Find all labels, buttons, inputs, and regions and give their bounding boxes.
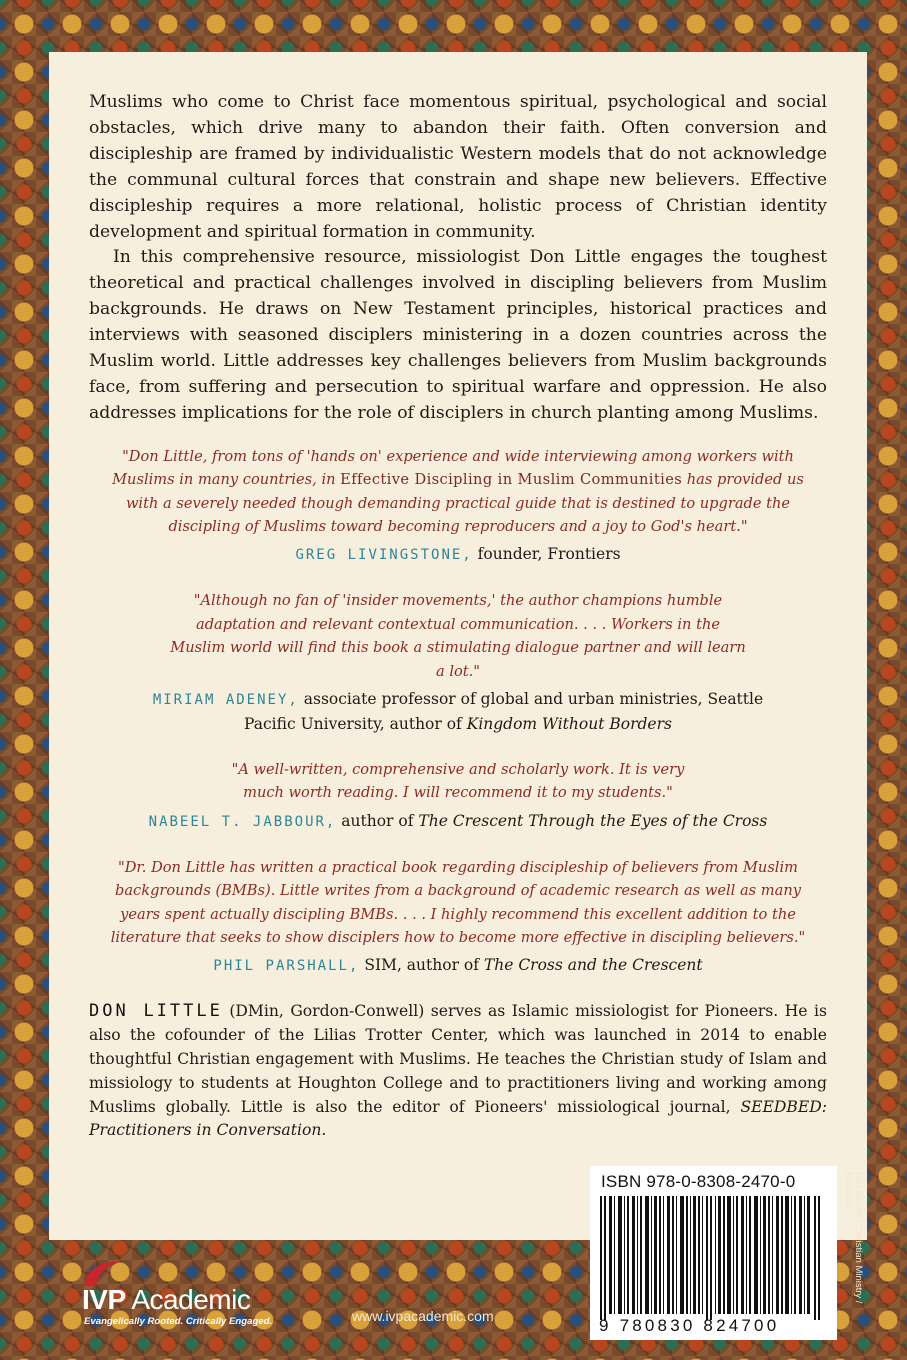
isbn-number: ISBN 978-0-8308-2470-0 — [601, 1172, 796, 1191]
endorser-name: PHIL PARSHALL, — [213, 958, 360, 975]
endorsement-attribution: NABEEL T. JABBOUR, author of The Crescent Through the Eyes of the Cross — [148, 811, 768, 830]
endorsements — [89, 445, 827, 979]
publisher-tagline: Evangelically Rooted. Critically Engaged. — [84, 1316, 273, 1327]
bisac-category: RELIGION / Christian Ministry / Missions — [843, 1172, 864, 1304]
description-paragraph-1: Muslims who come to Christ face momentous spiritual, psychological and social obstacles, which drive many to abandon their faith. Often conversion and discipleship are framed by individualistic Western models that do not acknowledge the communal cultural forces that constrain and shape new believers. Effective discipleship requires a more relational, holistic process of Christian identity development and spiritual formation in community. — [89, 92, 827, 242]
endorsement-attribution: GREG LIVINGSTONE, founder, Frontiers — [295, 545, 621, 564]
isbn-barcode — [590, 1166, 837, 1340]
endorsement-quote: "Don Little, from tons of 'hands on' experience and wide interviewing among workers with Muslims in many countries, in Effective Discipling in Muslim Communities has provided us with a severely needed though demanding practical guide that is destined to upgrade the discipling of Muslims toward becoming reproducers and a joy to God's heart." — [112, 447, 804, 535]
journal-title: SEEDBED: Practitioners in Conversation — [89, 1097, 827, 1140]
endorser-name: GREG LIVINGSTONE, — [295, 547, 473, 564]
endorsement-quote: "Although no fan of 'insider movements,' the author champions humble adaptation and relevant contextual communication. . . . Workers in the Muslim world will find this book a stimulating dialogue partner and will learn a lot." — [170, 592, 746, 680]
endorser-name: MIRIAM ADENEY, — [152, 692, 299, 709]
endorsement-attribution: MIRIAM ADENEY, associate professor of global and urban ministries, Seattle Pacific University, author of Kingdom Without Borders — [152, 690, 764, 734]
publisher-website[interactable]: www.ivpacademic.com — [352, 1308, 494, 1324]
endorsement-attribution: PHIL PARSHALL, SIM, author of The Cross and the Crescent — [213, 956, 703, 975]
text-panel — [49, 52, 867, 1240]
endorser-name: NABEEL T. JABBOUR, — [148, 813, 337, 830]
barcode-icon — [590, 1166, 837, 1340]
author-name: DON LITTLE — [89, 1001, 223, 1022]
endorsement-quote: "A well-written, comprehensive and scholarly work. It is very much worth reading. I will recommend it to my students." — [231, 761, 685, 802]
quoted-book-title: Effective Discipling in Muslim Communities — [340, 471, 683, 489]
description-paragraph-2: In this comprehensive resource, missiologist Don Little engages the toughest theoretical and practical challenges involved in discipling believers from Muslim backgrounds. He draws on New Testament principles, historical practices and interviews with seasoned disciplers ministering in a dozen countries across the Muslim world. Little addresses key challenges believers from Muslim backgrounds face, from suffering and persecution to spiritual warfare and oppression. He also addresses implications for the role of disciplers in church planting among Muslims. — [89, 247, 827, 423]
endorsement-quote: "Dr. Don Little has written a practical book regarding discipleship of believers from Muslim backgrounds (BMBs). Little writes from a background of academic research as well as many years spent actually discipling BMBs. . . . I highly recommend this excellent addition to the literature that seeks to show disciplers how to become more effective in discipling believers." — [110, 858, 806, 947]
book-description — [89, 90, 827, 427]
barcode-digits: 9 780830 824700 — [599, 1316, 780, 1335]
publisher-name: IVP Academic — [82, 1284, 251, 1315]
author-bio: DON LITTLE (DMin, Gordon-Conwell) serves as Islamic missiologist for Pioneers. He is also the cofounder of the Lilias Trotter Center, which was launched in 2014 to enable thoughtful Christian engagement with Muslims. He teaches the Christian study of Islam and missiology to students at Houghton College and to practitioners living and working among Muslims globally. Little is also the editor of Pioneers' missiological journal, SEEDBED: Practitioners in Conversation. — [89, 1001, 827, 1140]
